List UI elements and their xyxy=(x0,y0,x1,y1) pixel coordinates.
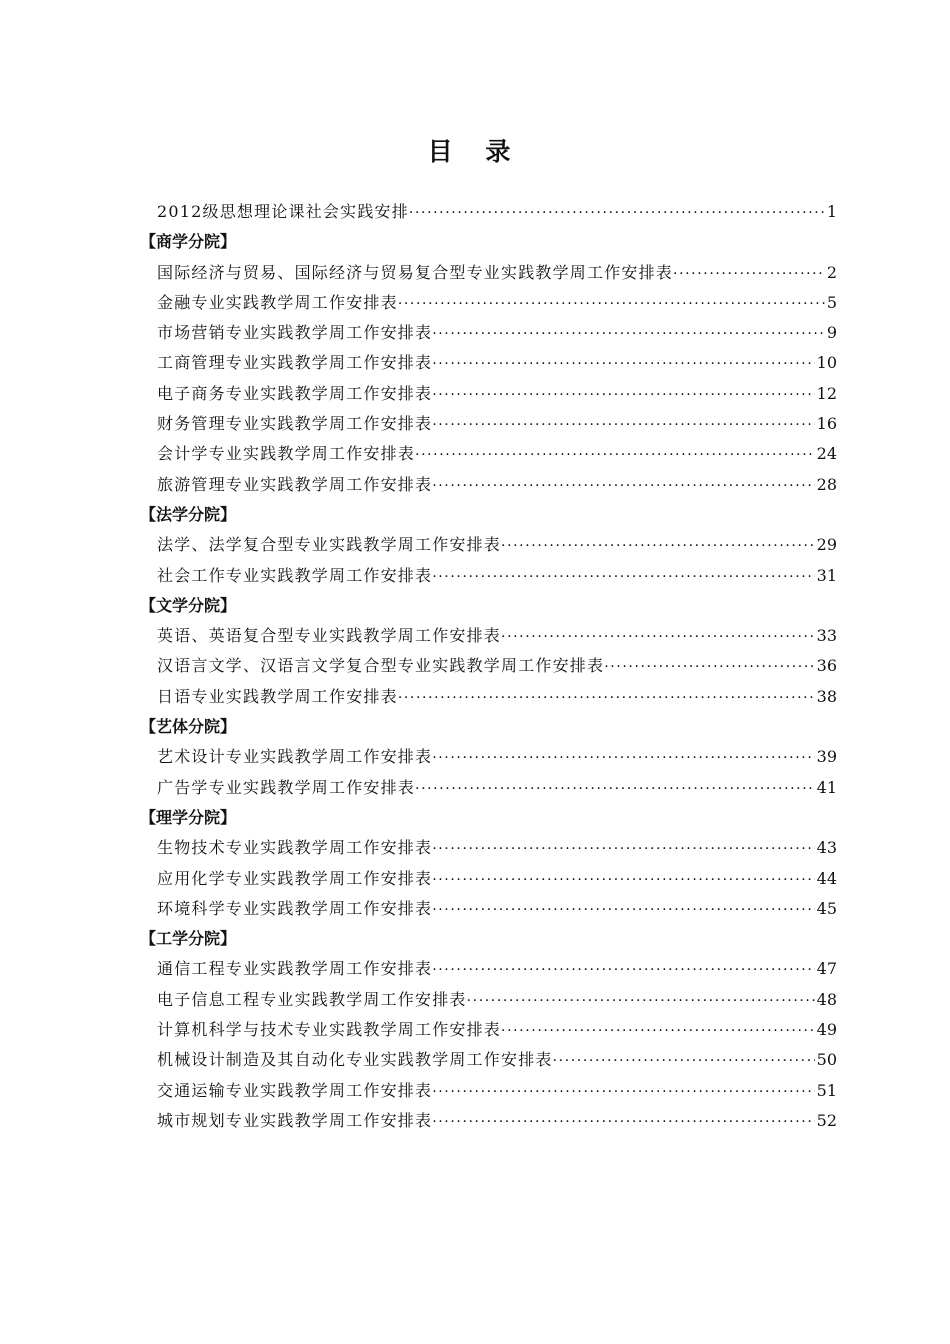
dot-leader xyxy=(432,834,814,863)
toc-entry-label: 日语专业实践教学周工作安排表 xyxy=(157,686,398,706)
toc-entry[interactable] xyxy=(140,1045,837,1075)
dot-leader xyxy=(398,683,815,712)
toc-page-number: 9 xyxy=(826,323,837,343)
toc-entry[interactable] xyxy=(140,197,837,227)
toc-page-number: 29 xyxy=(816,535,837,555)
dot-leader xyxy=(501,1016,815,1045)
dot-leader xyxy=(432,895,814,924)
toc-page-number: 51 xyxy=(816,1080,837,1100)
toc-page-number: 43 xyxy=(816,838,837,858)
toc-page-number: 41 xyxy=(816,777,837,797)
toc-entry[interactable] xyxy=(140,348,837,378)
dot-leader xyxy=(501,531,815,560)
toc-entry-label: 广告学专业实践教学周工作安排表 xyxy=(157,777,416,797)
dot-leader xyxy=(432,349,814,378)
dot-leader xyxy=(432,743,814,772)
toc-entry[interactable] xyxy=(140,1106,837,1136)
toc-entry-label: 会计学专业实践教学周工作安排表 xyxy=(157,444,416,464)
dot-leader xyxy=(432,865,814,894)
toc-entry-label: 生物技术专业实践教学周工作安排表 xyxy=(157,838,433,858)
toc-section-heading: 【理学分院】 xyxy=(140,807,237,827)
toc-entry-label: 环境科学专业实践教学周工作安排表 xyxy=(157,898,433,918)
toc-page-number: 38 xyxy=(816,686,837,706)
toc-page-number: 48 xyxy=(816,989,837,1009)
toc-entry-label: 市场营销专业实践教学周工作安排表 xyxy=(157,323,433,343)
dot-leader xyxy=(604,652,814,681)
toc-entry[interactable] xyxy=(140,409,837,439)
toc-entry-label: 电子商务专业实践教学周工作安排表 xyxy=(157,383,433,403)
toc-entry[interactable] xyxy=(140,742,837,772)
dot-leader xyxy=(673,259,825,288)
toc-entry-label: 财务管理专业实践教学周工作安排表 xyxy=(157,414,433,434)
toc-section-heading: 【文学分院】 xyxy=(140,595,237,615)
toc-entry[interactable] xyxy=(140,894,837,924)
toc-entry-label: 国际经济与贸易、国际经济与贸易复合型专业实践教学周工作安排表 xyxy=(157,262,674,282)
toc-entry-label: 工商管理专业实践教学周工作安排表 xyxy=(157,353,433,373)
toc-page-number: 24 xyxy=(816,444,837,464)
toc-entry-label: 法学、法学复合型专业实践教学周工作安排表 xyxy=(157,535,502,555)
toc-entry-label: 城市规划专业实践教学周工作安排表 xyxy=(157,1110,433,1130)
toc-entry-label: 汉语言文学、汉语言文学复合型专业实践教学周工作安排表 xyxy=(157,656,605,676)
dot-leader xyxy=(398,289,825,318)
toc-page-number: 52 xyxy=(816,1110,837,1130)
toc-entry[interactable] xyxy=(140,651,837,681)
toc-entry[interactable] xyxy=(140,470,837,500)
dot-leader xyxy=(432,471,814,500)
dot-leader xyxy=(553,1046,815,1075)
toc-entry-label: 2012级思想理论课社会实践安排 xyxy=(157,202,409,221)
toc-page-number: 2 xyxy=(826,262,837,282)
dot-leader xyxy=(432,1077,814,1106)
dot-leader xyxy=(467,986,815,1015)
toc-page-number: 1 xyxy=(826,202,837,221)
dot-leader xyxy=(501,622,815,651)
toc-entry[interactable] xyxy=(140,1076,837,1106)
dot-leader xyxy=(415,774,815,803)
toc-entry-label: 应用化学专业实践教学周工作安排表 xyxy=(157,868,433,888)
toc-entry[interactable] xyxy=(140,773,837,803)
toc-entry[interactable] xyxy=(140,621,837,651)
toc-page-number: 31 xyxy=(816,565,837,585)
toc-entry-label: 交通运输专业实践教学周工作安排表 xyxy=(157,1080,433,1100)
toc-page-number: 36 xyxy=(816,656,837,676)
dot-leader xyxy=(432,319,825,348)
toc-page-number: 12 xyxy=(816,383,837,403)
toc-entry-label: 社会工作专业实践教学周工作安排表 xyxy=(157,565,433,585)
toc-entry-label: 电子信息工程专业实践教学周工作安排表 xyxy=(157,989,467,1009)
toc-entry[interactable] xyxy=(140,682,837,712)
toc-entry[interactable] xyxy=(140,288,837,318)
toc-entry[interactable] xyxy=(140,833,837,863)
toc-entry-label: 通信工程专业实践教学周工作安排表 xyxy=(157,959,433,979)
toc-entry-label: 金融专业实践教学周工作安排表 xyxy=(157,292,398,312)
toc-entry-label: 计算机科学与技术专业实践教学周工作安排表 xyxy=(157,1020,502,1040)
toc-entry[interactable] xyxy=(140,561,837,591)
dot-leader xyxy=(415,440,815,469)
dot-leader xyxy=(432,1107,814,1136)
toc-entry[interactable] xyxy=(140,439,837,469)
toc-section-heading: 【工学分院】 xyxy=(140,929,237,949)
toc-page-number: 10 xyxy=(816,353,837,373)
toc-entry[interactable] xyxy=(140,954,837,984)
toc-page-number: 28 xyxy=(816,474,837,494)
toc-page-number: 39 xyxy=(816,747,837,767)
toc-entry[interactable] xyxy=(140,864,837,894)
toc-page-number: 49 xyxy=(816,1020,837,1040)
toc-entry[interactable] xyxy=(140,379,837,409)
toc-entry[interactable] xyxy=(140,530,837,560)
toc-entry-label: 英语、英语复合型专业实践教学周工作安排表 xyxy=(157,626,502,646)
toc-page-number: 5 xyxy=(826,292,837,312)
dot-leader xyxy=(432,410,814,439)
toc-entry[interactable] xyxy=(140,1015,837,1045)
toc-entry[interactable] xyxy=(140,985,837,1015)
toc-entry-label: 旅游管理专业实践教学周工作安排表 xyxy=(157,474,433,494)
toc-entry-label: 机械设计制造及其自动化专业实践教学周工作安排表 xyxy=(157,1050,553,1070)
toc-entry[interactable] xyxy=(140,258,837,288)
toc-section-heading: 【法学分院】 xyxy=(140,504,237,524)
dot-leader xyxy=(432,955,814,984)
toc-section-heading: 【艺体分院】 xyxy=(140,717,237,737)
dot-leader xyxy=(432,562,814,591)
toc-page-number: 47 xyxy=(816,959,837,979)
toc-page-number: 50 xyxy=(816,1050,837,1070)
toc-page-number: 45 xyxy=(816,898,837,918)
toc-entry-label: 艺术设计专业实践教学周工作安排表 xyxy=(157,747,433,767)
dot-leader xyxy=(432,380,814,409)
toc-page-number: 16 xyxy=(816,414,837,434)
toc-section-heading: 【商学分院】 xyxy=(140,232,237,252)
toc-page-number: 44 xyxy=(816,868,837,888)
toc-page-number: 33 xyxy=(816,626,837,646)
dot-leader xyxy=(409,198,825,227)
table-of-contents xyxy=(140,197,837,1136)
toc-entry[interactable] xyxy=(140,318,837,348)
page-title: 目 录 xyxy=(427,137,523,166)
